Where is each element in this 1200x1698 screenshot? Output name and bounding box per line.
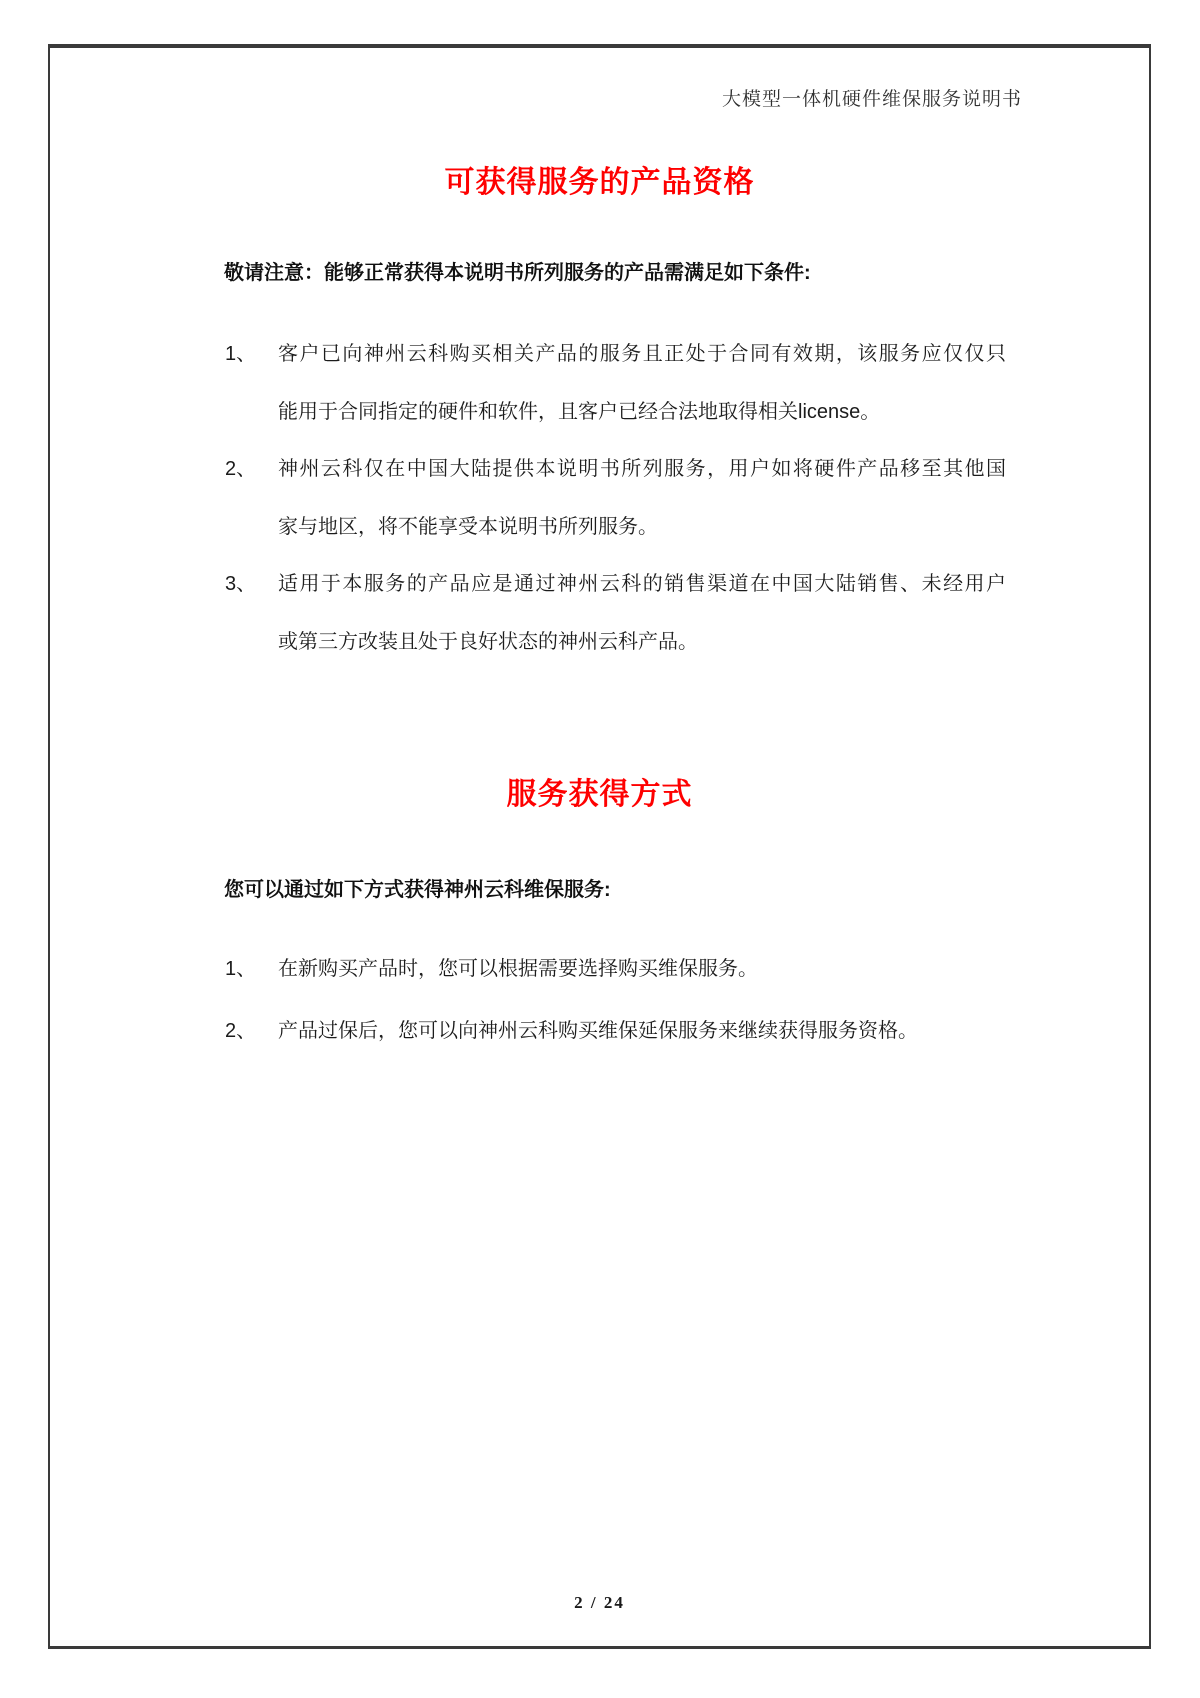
list-item-line: 客户已向神州云科购买相关产品的服务且正处于合同有效期，该服务应仅仅只: [278, 343, 1006, 365]
section1-intro-text: 敬请注意：能够正常获得本说明书所列服务的产品需满足如下条件:: [224, 262, 811, 284]
page-number-footer: 2 / 24: [574, 1593, 625, 1612]
list-item-line: 在新购买产品时，您可以根据需要选择购买维保服务。: [278, 958, 758, 980]
list-item: [225, 325, 1006, 441]
list-item-number: 2、: [225, 458, 257, 480]
list-item-line: 或第三方改装且处于良好状态的神州云科产品。: [278, 631, 698, 653]
list-item-line: 产品过保后，您可以向神州云科购买维保延保服务来继续获得服务资格。: [278, 1020, 918, 1042]
list-item-line: 家与地区，将不能享受本说明书所列服务。: [278, 516, 658, 538]
list-item-number: 1、: [225, 343, 257, 365]
list-item: [225, 940, 1006, 998]
list-item-number: 1、: [225, 958, 257, 980]
section-title-how-to-get-service: 服务获得方式: [506, 778, 693, 811]
list-item-number: 2、: [225, 1020, 257, 1042]
section-title-product-eligibility: 可获得服务的产品资格: [444, 166, 755, 199]
document-page: [48, 44, 1151, 1649]
section2-intro-text: 您可以通过如下方式获得神州云科维保服务:: [224, 879, 611, 901]
list-item-line: 能用于合同指定的硬件和软件，且客户已经合法地取得相关license。: [278, 401, 881, 423]
list-item: [225, 555, 1006, 671]
list-item-number: 3、: [225, 573, 257, 595]
list-item-line: 适用于本服务的产品应是通过神州云科的销售渠道在中国大陆销售、未经用户: [278, 573, 1006, 595]
document-header-title: 大模型一体机硬件维保服务说明书: [721, 89, 1022, 110]
list-item-line: 神州云科仅在中国大陆提供本说明书所列服务，用户如将硬件产品移至其他国: [278, 458, 1006, 480]
list-item: [225, 440, 1006, 556]
list-item: [225, 1002, 1006, 1060]
